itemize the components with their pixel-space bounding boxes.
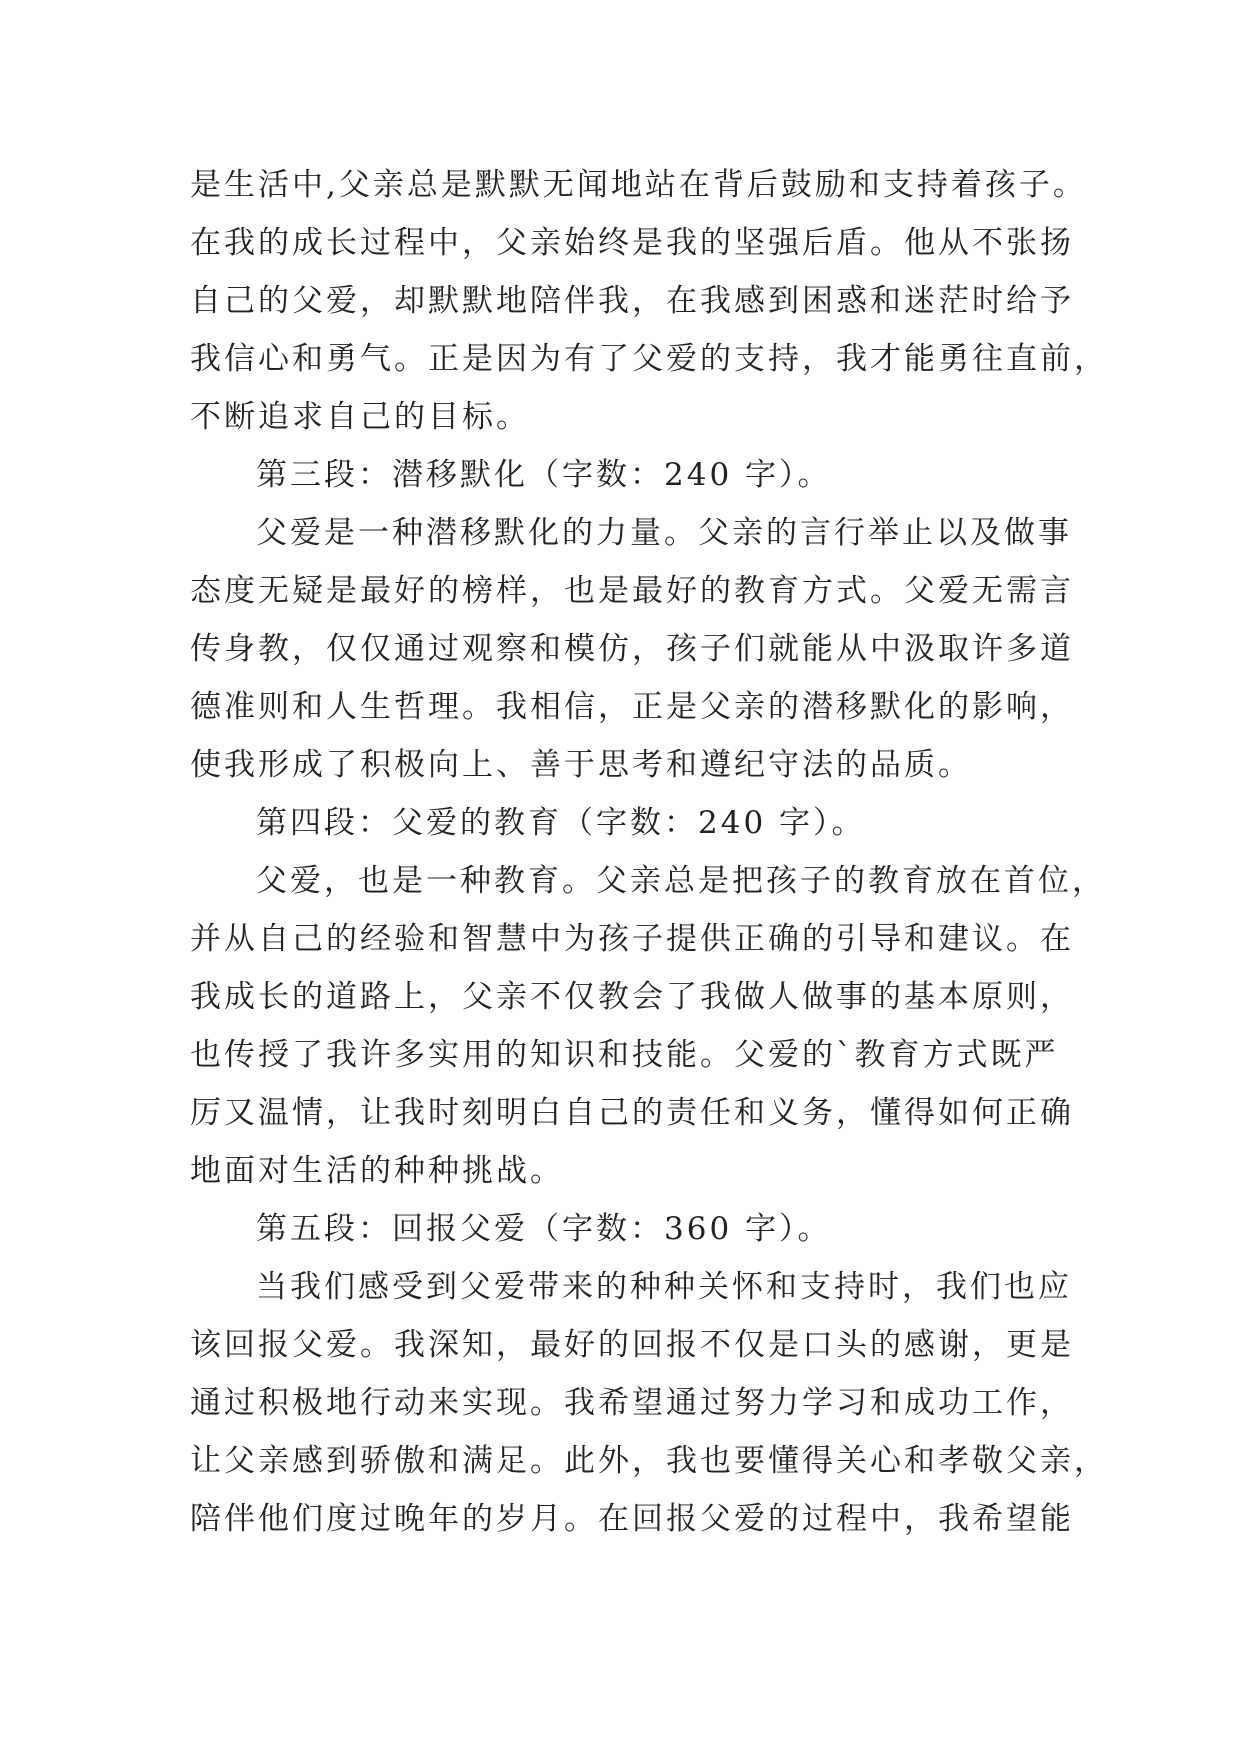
text-line: 我成长的道路上，父亲不仅教会了我做人做事的基本原则， xyxy=(190,979,1074,1015)
text-line: 我信心和勇气。正是因为有了父爱的支持，我才能勇往直前， xyxy=(190,341,1108,377)
text-line: 也传授了我许多实用的知识和技能。父爱的`教育方式既严 xyxy=(190,1037,1059,1073)
text-line: 自己的父爱，却默默地陪伴我，在我感到困惑和迷茫时给予 xyxy=(190,283,1074,319)
text-line: 使我形成了积极向上、善于思考和遵纪守法的品质。 xyxy=(190,747,972,783)
paragraph-first-line: 第五段：回报父爱（字数：360 字）。 xyxy=(256,1211,832,1247)
text-line: 通过积极地行动来实现。我希望通过努力学习和成功工作， xyxy=(190,1385,1074,1421)
paragraph-first-line: 父爱是一种潜移默化的力量。父亲的言行举止以及做事 xyxy=(256,515,1072,551)
text-line: 该回报父爱。我深知，最好的回报不仅是口头的感谢，更是 xyxy=(190,1327,1074,1363)
text-line: 让父亲感到骄傲和满足。此外，我也要懂得关心和孝敬父亲， xyxy=(190,1443,1108,1479)
text-line: 传身教，仅仅通过观察和模仿，孩子们就能从中汲取许多道 xyxy=(190,631,1074,667)
text-line: 并从自己的经验和智慧中为孩子提供正确的引导和建议。在 xyxy=(190,921,1074,957)
paragraph-first-line: 父爱，也是一种教育。父亲总是把孩子的教育放在首位， xyxy=(256,863,1106,899)
paragraph-first-line: 当我们感受到父爱带来的种种关怀和支持时，我们也应 xyxy=(256,1269,1072,1305)
paragraph-first-line: 第四段：父爱的教育（字数：240 字）。 xyxy=(256,805,866,841)
paragraph-first-line: 第三段：潜移默化（字数：240 字）。 xyxy=(256,457,832,493)
text-line: 厉又温情，让我时刻明白自己的责任和义务，懂得如何正确 xyxy=(190,1095,1074,1131)
text-line: 在我的成长过程中，父亲始终是我的坚强后盾。他从不张扬 xyxy=(190,225,1074,261)
document-body xyxy=(190,156,1108,1548)
text-line: 不断追求自己的目标。 xyxy=(190,399,530,435)
text-line: 地面对生活的种种挑战。 xyxy=(190,1153,564,1189)
text-line: 陪伴他们度过晚年的岁月。在回报父爱的过程中，我希望能 xyxy=(190,1501,1074,1537)
text-line: 是生活中,父亲总是默默无闻地站在背后鼓励和支持着孩子。 xyxy=(190,167,1087,203)
text-line: 德准则和人生哲理。我相信，正是父亲的潜移默化的影响， xyxy=(190,689,1074,725)
text-line: 态度无疑是最好的榜样，也是最好的教育方式。父爱无需言 xyxy=(190,573,1074,609)
